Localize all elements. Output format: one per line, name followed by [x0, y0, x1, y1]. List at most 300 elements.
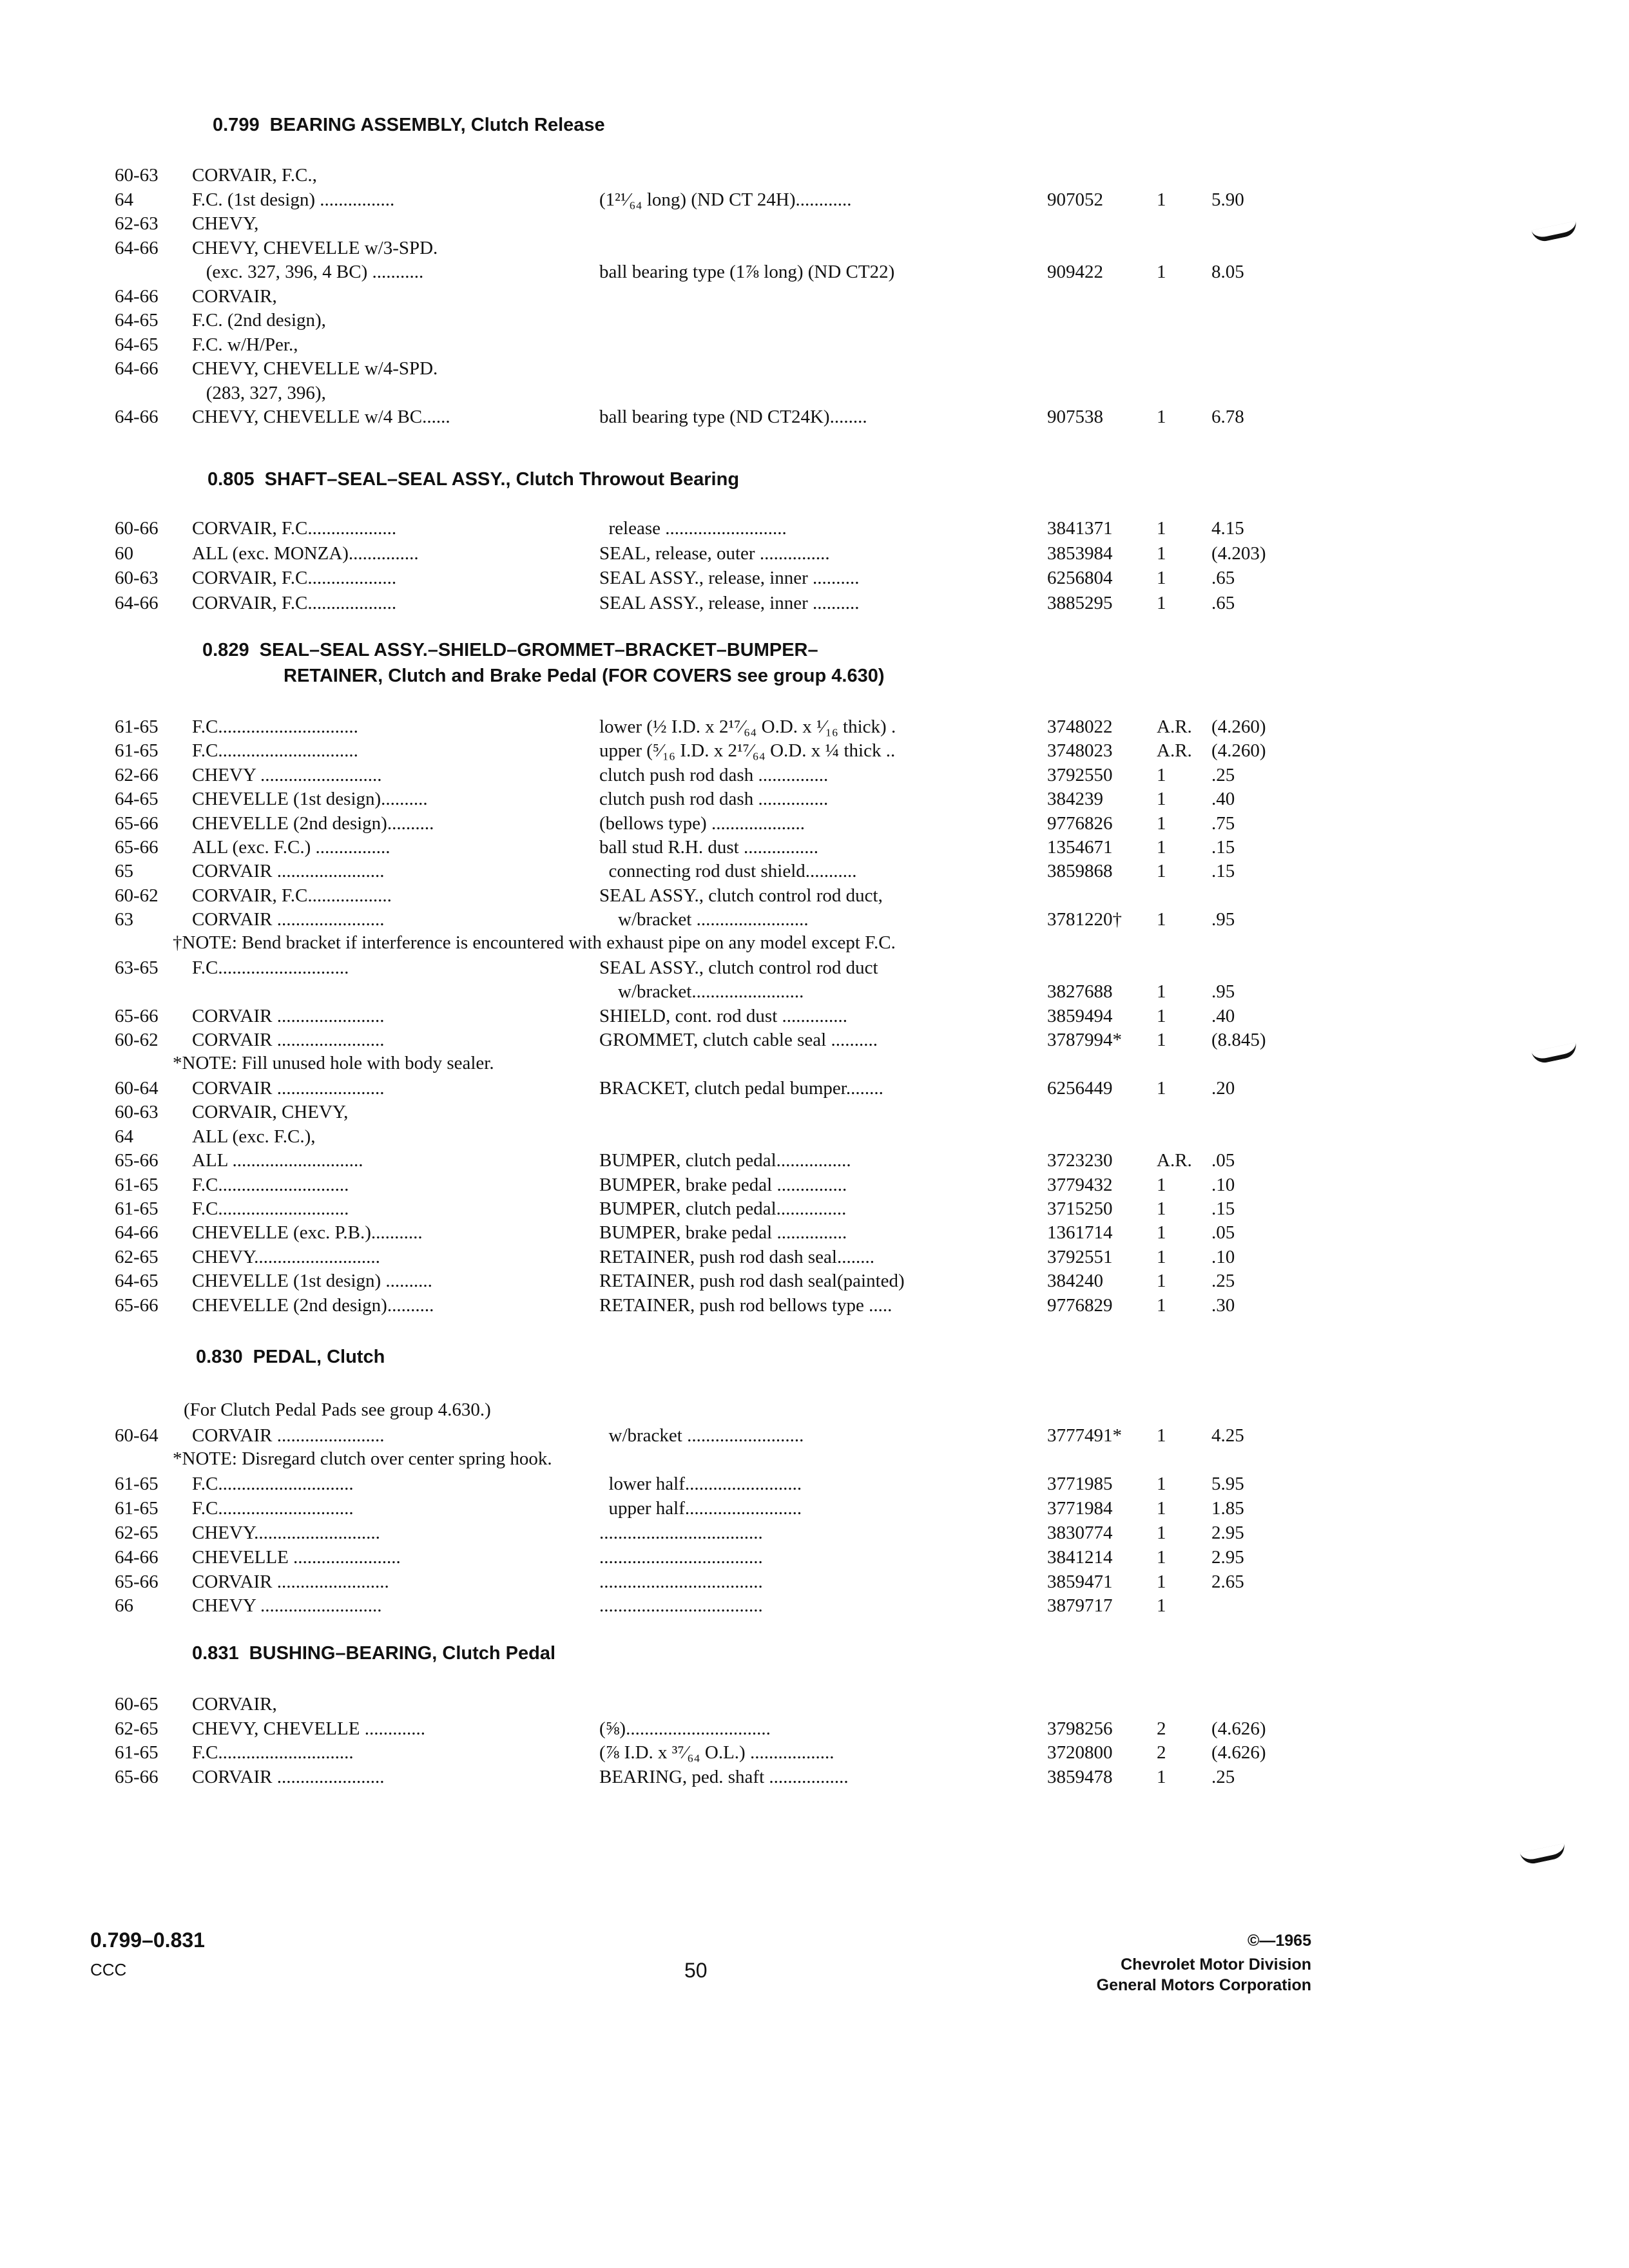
cell-part: 907538	[1047, 407, 1103, 427]
cell-price: (4.626)	[1211, 1742, 1266, 1763]
cell-price: .65	[1211, 592, 1235, 613]
cell-desc: SEAL ASSY., clutch control rod duct	[599, 957, 878, 978]
cell-desc: GROMMET, clutch cable seal ..........	[599, 1030, 878, 1051]
table-row	[0, 1593, 1629, 1619]
cell-desc: w/bracket ........................	[599, 909, 809, 930]
cell-qty: 1	[1157, 1246, 1166, 1267]
cell-price: .10	[1211, 1246, 1235, 1267]
table-row	[0, 762, 1629, 788]
cell-model: CHEVY, CHEVELLE w/4 BC......	[192, 407, 450, 427]
table-row	[0, 811, 1629, 836]
table-row	[0, 858, 1629, 884]
table-row	[0, 259, 1629, 285]
section-title: 0.805 SHAFT–SEAL–SEAL ASSY., Clutch Throwout Bearing	[207, 469, 740, 490]
cell-years: 60-66	[115, 518, 159, 539]
cell-years: 62-65	[115, 1246, 159, 1267]
cell-desc: BRACKET, clutch pedal bumper........	[599, 1078, 883, 1099]
table-row	[0, 1244, 1629, 1270]
cell-qty: 1	[1157, 1005, 1166, 1026]
cell-price: .65	[1211, 568, 1235, 588]
cell-desc: BUMPER, brake pedal ...............	[599, 1222, 847, 1244]
cell-qty: A.R.	[1157, 1150, 1192, 1171]
cell-years: 61-65	[115, 1742, 159, 1763]
cell-years: 62-63	[115, 213, 159, 234]
cell-model: ALL (exc. F.C.) ................	[192, 837, 390, 858]
cell-price: 4.15	[1211, 518, 1244, 539]
table-row	[0, 738, 1629, 764]
footer-copyright: ©—1965	[1247, 1932, 1311, 1950]
table-row	[0, 1764, 1629, 1790]
cell-model: F.C. (2nd design),	[192, 310, 326, 331]
cell-desc: BUMPER, brake pedal ...............	[599, 1174, 847, 1195]
cell-years: 61-65	[115, 1174, 159, 1195]
table-row	[0, 565, 1629, 591]
cell-model: F.C.............................	[192, 1742, 354, 1763]
table-row	[0, 955, 1629, 981]
cell-part: 3853984	[1047, 543, 1113, 564]
table-row	[0, 332, 1629, 358]
cell-years: 64-66	[115, 1222, 159, 1244]
footer-corp: General Motors Corporation	[1096, 1976, 1311, 1994]
cell-years: 60-64	[115, 1425, 159, 1446]
cell-years: 60-62	[115, 1030, 159, 1051]
cell-years: 65-66	[115, 1150, 159, 1171]
cell-desc: RETAINER, push rod dash seal(painted)	[599, 1271, 905, 1292]
cell-model: CORVAIR, F.C..................	[192, 885, 392, 906]
cell-part: 3841214	[1047, 1546, 1113, 1568]
cell-desc: clutch push rod dash ...............	[599, 789, 829, 810]
table-row	[0, 187, 1629, 213]
cell-desc: w/bracket........................	[599, 981, 804, 1003]
table-row	[0, 235, 1629, 261]
cell-years: 60-62	[115, 885, 159, 906]
table-row	[0, 1196, 1629, 1222]
footer-division: Chevrolet Motor Division	[1121, 1956, 1311, 1974]
cell-qty: 1	[1157, 1523, 1166, 1543]
cell-part: 3879717	[1047, 1595, 1113, 1617]
cell-part: 384240	[1047, 1271, 1103, 1292]
table-row	[0, 883, 1629, 908]
cell-desc: connecting rod dust shield...........	[599, 861, 857, 882]
cell-years: 61-65	[115, 1198, 159, 1219]
margin-mark	[1520, 1843, 1567, 1866]
cell-desc: release ..........................	[599, 518, 787, 539]
section-subtitle: RETAINER, Clutch and Brake Pedal (FOR COVERS see group 4.630)	[284, 666, 885, 686]
cell-price: 2.95	[1211, 1546, 1244, 1568]
cell-model: CHEVELLE (1st design) ..........	[192, 1271, 432, 1292]
cell-model: F.C..............................	[192, 740, 358, 762]
cell-years: 63-65	[115, 957, 159, 978]
cell-qty: 1	[1157, 1546, 1166, 1568]
cell-years: 64-65	[115, 789, 159, 810]
cell-years: 61-65	[115, 1474, 159, 1495]
cell-part: 907052	[1047, 189, 1103, 210]
table-row	[0, 786, 1629, 812]
table-row	[0, 380, 1629, 406]
cell-price: (4.260)	[1211, 740, 1266, 762]
cell-price: 4.25	[1211, 1425, 1244, 1446]
cell-model: CORVAIR .......................	[192, 909, 385, 930]
cell-desc: upper (⁵⁄₁₆ I.D. x 2¹⁷⁄₆₄ O.D. x ¼ thick ..	[599, 740, 896, 762]
table-row	[0, 541, 1629, 566]
cell-part: 1354671	[1047, 837, 1113, 858]
cell-years: 64-66	[115, 358, 159, 379]
cell-desc: ...................................	[599, 1595, 763, 1617]
cell-part: 3859471	[1047, 1571, 1113, 1592]
note-line: *NOTE: Disregard clutch over center spring hook.	[173, 1448, 552, 1469]
cell-price: .75	[1211, 812, 1235, 834]
cell-part: 3798256	[1047, 1718, 1113, 1739]
cell-qty: 1	[1157, 909, 1166, 930]
cell-desc: BUMPER, clutch pedal...............	[599, 1198, 847, 1219]
cell-desc: SHIELD, cont. rod dust ..............	[599, 1005, 848, 1026]
cell-part: 3748022	[1047, 716, 1113, 737]
table-row	[0, 1569, 1629, 1595]
cell-years: 64-65	[115, 1271, 159, 1292]
cell-price: .05	[1211, 1150, 1235, 1171]
table-row	[0, 356, 1629, 381]
cell-price: 5.90	[1211, 189, 1244, 210]
cell-desc: (bellows type) ....................	[599, 812, 805, 834]
cell-model: CORVAIR .......................	[192, 1766, 385, 1787]
table-row	[0, 1691, 1629, 1717]
cell-years: 65-66	[115, 1571, 159, 1592]
cell-part: 9776829	[1047, 1294, 1113, 1316]
cell-price: .40	[1211, 1005, 1235, 1026]
cell-part: 6256449	[1047, 1078, 1113, 1099]
cell-model: F.C. w/H/Per.,	[192, 334, 298, 355]
cell-model: ALL (exc. MONZA)...............	[192, 543, 419, 564]
cell-price: .20	[1211, 1078, 1235, 1099]
cell-qty: 1	[1157, 189, 1166, 210]
table-row	[0, 1495, 1629, 1521]
footer-code: CCC	[90, 1960, 127, 1979]
cell-model: CORVAIR .......................	[192, 861, 385, 882]
cell-model: CORVAIR .......................	[192, 1030, 385, 1051]
cell-years: 64-66	[115, 237, 159, 258]
cell-desc: ...................................	[599, 1546, 763, 1568]
cell-qty: A.R.	[1157, 740, 1192, 762]
cell-model: (283, 327, 396),	[192, 382, 326, 403]
cell-qty: 1	[1157, 812, 1166, 834]
cell-model: ALL (exc. F.C.),	[192, 1126, 316, 1147]
cell-years: 64-66	[115, 1546, 159, 1568]
cell-price: .95	[1211, 909, 1235, 930]
cell-model: F.C..............................	[192, 716, 358, 737]
cell-part: 3885295	[1047, 592, 1113, 613]
cell-model: F.C............................	[192, 1174, 349, 1195]
cell-years: 60	[115, 543, 133, 564]
cell-desc: ball stud R.H. dust ................	[599, 837, 818, 858]
cell-price: .30	[1211, 1294, 1235, 1316]
table-row	[0, 1220, 1629, 1245]
cell-part: 3748023	[1047, 740, 1113, 762]
cell-price: .15	[1211, 861, 1235, 882]
cell-part: 3771985	[1047, 1474, 1113, 1495]
table-row	[0, 834, 1629, 860]
cell-desc: clutch push rod dash ...............	[599, 764, 829, 785]
cell-price: .05	[1211, 1222, 1235, 1244]
cell-part: 3787994*	[1047, 1030, 1122, 1051]
cell-qty: 1	[1157, 1174, 1166, 1195]
cell-part: 3859494	[1047, 1005, 1113, 1026]
cell-years: 60-65	[115, 1694, 159, 1715]
cell-years: 62-65	[115, 1523, 159, 1543]
cell-price: (4.260)	[1211, 716, 1266, 737]
cell-model: F.C.............................	[192, 1474, 354, 1495]
cell-qty: 1	[1157, 1294, 1166, 1316]
cell-model: CORVAIR,	[192, 285, 277, 307]
cell-part: 1361714	[1047, 1222, 1113, 1244]
cell-desc: RETAINER, push rod dash seal........	[599, 1246, 874, 1267]
cell-price: .25	[1211, 1271, 1235, 1292]
cell-model: CORVAIR .......................	[192, 1425, 385, 1446]
cell-model: CHEVY ..........................	[192, 764, 382, 785]
cell-years: 64	[115, 1126, 133, 1147]
cell-desc: (1²¹⁄₆₄ long) (ND CT 24H)............	[599, 189, 852, 210]
cell-model: CORVAIR, F.C...................	[192, 518, 397, 539]
table-row	[0, 1471, 1629, 1497]
cell-years: 66	[115, 1595, 133, 1617]
cell-model: CORVAIR .......................	[192, 1005, 385, 1026]
table-row	[0, 1027, 1629, 1053]
cell-price: .25	[1211, 1766, 1235, 1787]
table-row	[0, 211, 1629, 236]
cell-price: .10	[1211, 1174, 1235, 1195]
section-title: 0.799 BEARING ASSEMBLY, Clutch Release	[213, 115, 605, 135]
cell-qty: 1	[1157, 789, 1166, 810]
cell-years: 61-65	[115, 740, 159, 762]
cell-qty: 1	[1157, 1425, 1166, 1446]
cell-years: 62-65	[115, 1718, 159, 1739]
cell-model: CHEVELLE (exc. P.B.)...........	[192, 1222, 423, 1244]
cell-price: (4.203)	[1211, 543, 1266, 564]
cell-part: 3723230	[1047, 1150, 1113, 1171]
cell-qty: 1	[1157, 1595, 1166, 1617]
cell-desc: upper half.........................	[599, 1498, 802, 1519]
cell-part: 3859868	[1047, 861, 1113, 882]
cell-desc: SEAL ASSY., release, inner ..........	[599, 592, 860, 613]
cell-price: 6.78	[1211, 407, 1244, 427]
cell-part: 3715250	[1047, 1198, 1113, 1219]
table-row	[0, 1544, 1629, 1570]
table-row	[0, 1268, 1629, 1294]
cell-price: (4.626)	[1211, 1718, 1266, 1739]
cell-qty: 1	[1157, 981, 1166, 1003]
cell-model: CORVAIR, CHEVY,	[192, 1102, 349, 1123]
cell-years: 61-65	[115, 1498, 159, 1519]
cell-part: 3779432	[1047, 1174, 1113, 1195]
cell-price: 8.05	[1211, 262, 1244, 282]
cell-part: 3781220†	[1047, 909, 1122, 930]
cell-years: 65-66	[115, 837, 159, 858]
cell-qty: 1	[1157, 1078, 1166, 1099]
cell-years: 64-65	[115, 334, 159, 355]
cell-part: 909422	[1047, 262, 1103, 282]
page-number: 50	[684, 1959, 708, 1982]
table-row	[0, 907, 1629, 932]
cell-model: F.C............................	[192, 957, 349, 978]
cell-desc: (⅞ I.D. x ³⁷⁄₆₄ O.L.) ..................	[599, 1742, 834, 1763]
cell-years: 64-66	[115, 592, 159, 613]
cell-desc: SEAL ASSY., clutch control rod duct,	[599, 885, 883, 906]
cell-part: 6256804	[1047, 568, 1113, 588]
cell-qty: 1	[1157, 407, 1166, 427]
cell-model: CORVAIR .......................	[192, 1078, 385, 1099]
cell-qty: 1	[1157, 568, 1166, 588]
cell-part: 9776826	[1047, 812, 1113, 834]
cell-desc: lower (½ I.D. x 2¹⁷⁄₆₄ O.D. x ¹⁄₁₆ thick) .	[599, 716, 896, 737]
cell-part: 384239	[1047, 789, 1103, 810]
cell-qty: 2	[1157, 1742, 1166, 1763]
cell-desc: RETAINER, push rod bellows type .....	[599, 1294, 892, 1316]
cell-desc: w/bracket .........................	[599, 1425, 804, 1446]
note-line: †NOTE: Bend bracket if interference is encountered with exhaust pipe on any model except F.C.	[173, 932, 896, 953]
cell-part: 3859478	[1047, 1766, 1113, 1787]
cell-part: 3830774	[1047, 1523, 1113, 1543]
cell-years: 64-66	[115, 285, 159, 307]
cell-years: 64-65	[115, 310, 159, 331]
cell-qty: 1	[1157, 518, 1166, 539]
cell-desc: (⅝)...............................	[599, 1718, 771, 1739]
cell-price: 1.85	[1211, 1498, 1244, 1519]
cell-qty: 1	[1157, 1271, 1166, 1292]
cell-model: CORVAIR,	[192, 1694, 277, 1715]
cell-model: F.C............................	[192, 1198, 349, 1219]
cell-years: 60-63	[115, 165, 159, 186]
cell-qty: 1	[1157, 262, 1166, 282]
table-row	[0, 1003, 1629, 1029]
cell-model: CHEVY,	[192, 213, 259, 234]
cell-price: .95	[1211, 981, 1235, 1003]
cell-desc: ball bearing type (1⅞ long) (ND CT22)	[599, 262, 895, 282]
cell-qty: 1	[1157, 1198, 1166, 1219]
cell-years: 60-64	[115, 1078, 159, 1099]
table-row	[0, 1172, 1629, 1198]
table-row	[0, 404, 1629, 430]
cell-model: CHEVELLE .......................	[192, 1546, 401, 1568]
cell-years: 65-66	[115, 812, 159, 834]
cell-qty: 1	[1157, 1571, 1166, 1592]
cell-model: CHEVY, CHEVELLE w/3-SPD.	[192, 237, 438, 258]
cell-part: 3827688	[1047, 981, 1113, 1003]
cell-price: 5.95	[1211, 1474, 1244, 1495]
table-row	[0, 1716, 1629, 1742]
cell-part: 3792550	[1047, 764, 1113, 785]
table-row	[0, 1520, 1629, 1546]
cell-qty: 1	[1157, 1766, 1166, 1787]
section-title: 0.829 SEAL–SEAL ASSY.–SHIELD–GROMMET–BRACKET–BUMPER–	[202, 640, 818, 660]
table-row	[0, 284, 1629, 309]
cell-desc: SEAL ASSY., release, inner ..........	[599, 568, 860, 588]
cell-part: 3777491*	[1047, 1425, 1122, 1446]
section-title: 0.830 PEDAL, Clutch	[196, 1347, 385, 1367]
cell-qty: 1	[1157, 861, 1166, 882]
cell-model: F.C. (1st design) ................	[192, 189, 395, 210]
cell-qty: 1	[1157, 543, 1166, 564]
cell-price: 2.65	[1211, 1571, 1244, 1592]
table-row	[0, 1293, 1629, 1318]
table-row	[0, 307, 1629, 333]
cell-years: 65-66	[115, 1005, 159, 1026]
cell-years: 64-66	[115, 407, 159, 427]
table-row	[0, 1423, 1629, 1448]
note-line: (For Clutch Pedal Pads see group 4.630.)	[184, 1399, 491, 1420]
note-line: *NOTE: Fill unused hole with body sealer.	[173, 1052, 494, 1073]
cell-qty: 1	[1157, 1498, 1166, 1519]
cell-qty: A.R.	[1157, 716, 1192, 737]
cell-desc: SEAL, release, outer ...............	[599, 543, 830, 564]
footer-range: 0.799–0.831	[90, 1928, 205, 1952]
cell-price: 2.95	[1211, 1523, 1244, 1543]
cell-desc: lower half.........................	[599, 1474, 802, 1495]
cell-qty: 2	[1157, 1718, 1166, 1739]
table-row	[0, 1075, 1629, 1101]
cell-price: .40	[1211, 789, 1235, 810]
cell-years: 63	[115, 909, 133, 930]
cell-model: CHEVY ..........................	[192, 1595, 382, 1617]
cell-part: 3841371	[1047, 518, 1113, 539]
table-row	[0, 515, 1629, 541]
table-row	[0, 1099, 1629, 1125]
cell-model: CORVAIR ........................	[192, 1571, 389, 1592]
cell-qty: 1	[1157, 1030, 1166, 1051]
cell-price: .25	[1211, 764, 1235, 785]
table-row	[0, 1124, 1629, 1149]
cell-model: (exc. 327, 396, 4 BC) ...........	[192, 262, 424, 282]
cell-price: .15	[1211, 837, 1235, 858]
cell-model: CHEVY...........................	[192, 1246, 380, 1267]
cell-model: CHEVY, CHEVELLE .............	[192, 1718, 425, 1739]
table-row	[0, 162, 1629, 188]
cell-desc: ...................................	[599, 1523, 763, 1543]
cell-model: CHEVY...........................	[192, 1523, 380, 1543]
cell-model: CORVAIR, F.C...................	[192, 592, 397, 613]
cell-model: CHEVELLE (2nd design)..........	[192, 812, 434, 834]
table-row	[0, 714, 1629, 740]
cell-years: 65-66	[115, 1766, 159, 1787]
table-row	[0, 1740, 1629, 1765]
cell-desc: BUMPER, clutch pedal................	[599, 1150, 851, 1171]
cell-years: 65-66	[115, 1294, 159, 1316]
cell-part: 3771984	[1047, 1498, 1113, 1519]
cell-years: 60-63	[115, 1102, 159, 1123]
cell-part: 3792551	[1047, 1246, 1113, 1267]
cell-desc: ball bearing type (ND CT24K)........	[599, 407, 867, 427]
cell-years: 65	[115, 861, 133, 882]
section-title: 0.831 BUSHING–BEARING, Clutch Pedal	[192, 1643, 556, 1664]
cell-qty: 1	[1157, 764, 1166, 785]
cell-qty: 1	[1157, 592, 1166, 613]
cell-model: ALL ............................	[192, 1150, 363, 1171]
cell-qty: 1	[1157, 1474, 1166, 1495]
cell-price: (8.845)	[1211, 1030, 1266, 1051]
cell-model: CHEVY, CHEVELLE w/4-SPD.	[192, 358, 438, 379]
cell-model: CHEVELLE (2nd design)..........	[192, 1294, 434, 1316]
cell-years: 64	[115, 189, 133, 210]
cell-desc: ...................................	[599, 1571, 763, 1592]
cell-model: F.C.............................	[192, 1498, 354, 1519]
cell-model: CORVAIR, F.C.,	[192, 165, 317, 186]
table-row	[0, 979, 1629, 1004]
cell-price: .15	[1211, 1198, 1235, 1219]
cell-model: CORVAIR, F.C...................	[192, 568, 397, 588]
cell-years: 60-63	[115, 568, 159, 588]
cell-desc: BEARING, ped. shaft .................	[599, 1766, 849, 1787]
cell-model: CHEVELLE (1st design)..........	[192, 789, 428, 810]
table-row	[0, 1148, 1629, 1173]
cell-qty: 1	[1157, 1222, 1166, 1244]
